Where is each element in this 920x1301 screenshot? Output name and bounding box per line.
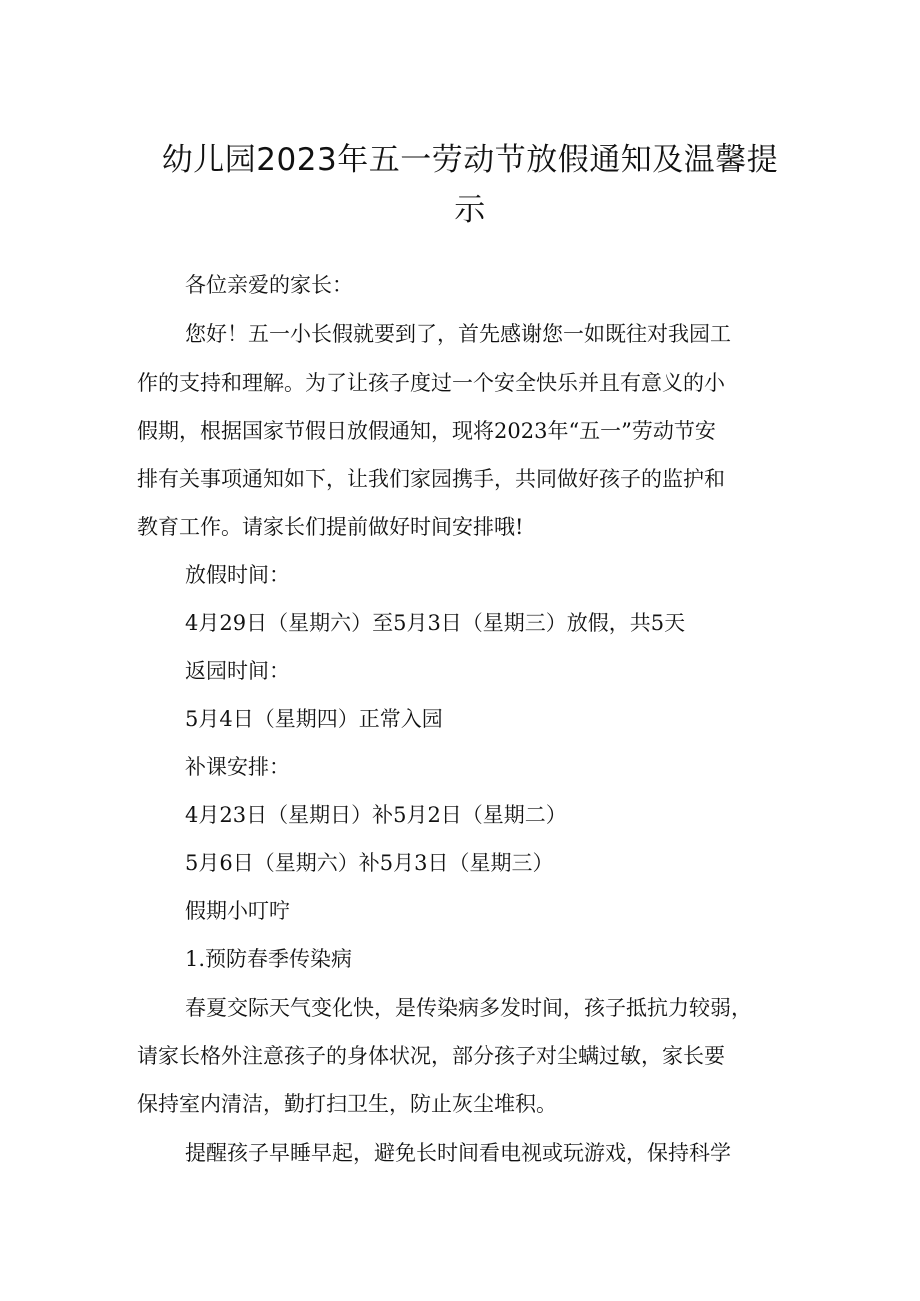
body-paragraph-line: 教育工作。请家长们提前做好时间安排哦! <box>137 515 524 539</box>
body-paragraph-line: 您好！五一小长假就要到了，首先感谢您一如既往对我园工 <box>185 322 731 346</box>
return-time-detail: 5月4日（星期四）正常入园 <box>185 707 443 731</box>
document-title-line-1: 幼儿园2023年五一劳动节放假通知及温馨提 <box>161 142 779 178</box>
holiday-time-detail: 4月29日（星期六）至5月3日（星期三）放假，共5天 <box>185 611 686 635</box>
section-heading-return-time: 返园时间： <box>185 659 290 683</box>
body-paragraph-line: 排有关事项通知如下，让我们家园携手，共同做好孩子的监护和 <box>137 467 725 491</box>
tip-heading-prevent-disease: 1.预防春季传染病 <box>185 947 353 971</box>
body-paragraph-line: 假期，根据国家节假日放假通知，现将2023年“五一”劳动节安 <box>137 419 716 443</box>
salutation: 各位亲爱的家长： <box>185 273 353 297</box>
body-paragraph-line: 保持室内清洁，勤打扫卫生，防止灰尘堆积。 <box>137 1092 557 1116</box>
body-paragraph-line: 春夏交际天气变化快，是传染病多发时间，孩子抵抗力较弱， <box>185 996 752 1020</box>
makeup-class-item: 4月23日（星期日）补5月2日（星期二） <box>185 803 567 827</box>
section-heading-makeup-classes: 补课安排： <box>185 755 290 779</box>
body-paragraph-line: 请家长格外注意孩子的身体状况，部分孩子对尘螨过敏，家长要 <box>137 1044 725 1068</box>
section-heading-holiday-time: 放假时间： <box>185 563 290 587</box>
document-title-line-2: 示 <box>454 192 486 228</box>
makeup-class-item: 5月6日（星期六）补5月3日（星期三） <box>185 851 554 875</box>
body-paragraph-line: 提醒孩子早睡早起，避免长时间看电视或玩游戏，保持科学 <box>185 1141 731 1165</box>
body-paragraph-line: 作的支持和理解。为了让孩子度过一个安全快乐并且有意义的小 <box>137 371 725 395</box>
section-heading-holiday-tips: 假期小叮咛 <box>185 899 290 923</box>
